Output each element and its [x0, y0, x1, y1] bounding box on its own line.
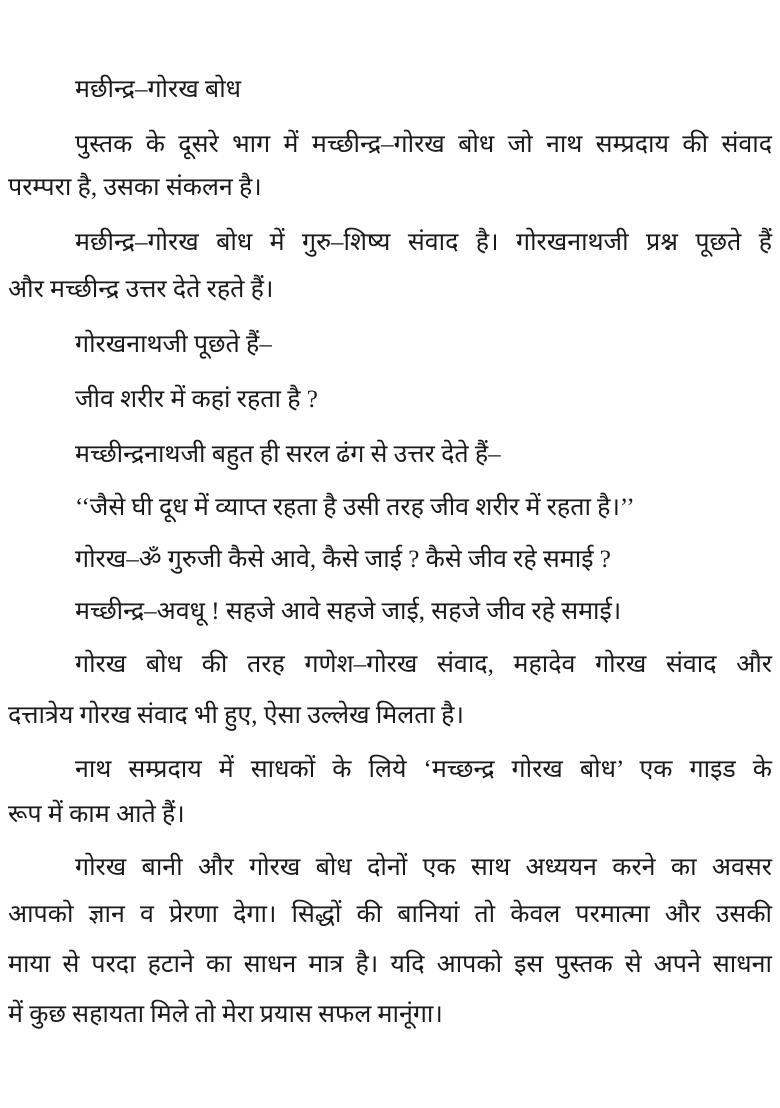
text-line: आपको ज्ञान व प्रेरणा देगा। सिद्धों की बानियां तो केवल परमात्मा और उसकी — [8, 901, 772, 928]
text-line: रूप में काम आते हैं। — [8, 801, 185, 828]
text-line: और मच्छीन्द्र उत्तर देते रहते हैं। — [8, 276, 274, 303]
text-line: जीव शरीर में कहां रहता है ? — [75, 386, 318, 413]
section-heading: मछीन्द्र–गोरख बोध — [75, 76, 242, 103]
text-line: पुस्तक के दूसरे भाग में मच्छीन्द्र–गोरख बोध जो नाथ सम्प्रदाय की संवाद — [75, 131, 772, 158]
dialogue-line: मच्छीन्द्र–अवधू ! सहजे आवे सहजे जाई, सहजे जीव रहे समाई। — [75, 598, 622, 625]
text-line: गोरखनाथजी पूछते हैं– — [75, 331, 272, 358]
text-line: गोरख बानी और गोरख बोध दोनों एक साथ अध्ययन करने का अवसर — [75, 854, 772, 881]
text-line: नाथ सम्प्रदाय में साधकों के लिये ‘मच्छन्द्र गोरख बोध’ एक गाइड के — [75, 756, 772, 783]
text-line: गोरख बोध की तरह गणेश–गोरख संवाद, महादेव गोरख संवाद और — [75, 651, 772, 678]
text-line: मच्छीन्द्रनाथजी बहुत ही सरल ढंग से उत्तर देते हैं– — [75, 441, 501, 468]
quote-line: ‘‘जैसे घी दूध में व्याप्त रहता है उसी तरह जीव शरीर में रहता है।’’ — [75, 494, 635, 521]
text-line: में कुछ सहायता मिले तो मेरा प्रयास सफल मानूंगा। — [8, 1001, 443, 1028]
text-line: दत्तात्रेय गोरख संवाद भी हुए, ऐसा उल्लेख मिलता है। — [8, 702, 464, 729]
text-line: परम्परा है, उसका संकलन है। — [8, 174, 262, 201]
text-line: माया से परदा हटाने का साधन मात्र है। यदि आपको इस पुस्तक से अपने साधना — [8, 951, 772, 978]
dialogue-line: गोरख–ॐ गुरुजी कैसे आवे, कैसे जाई ? कैसे जीव रहे समाई ? — [75, 546, 611, 573]
text-line: मछीन्द्र–गोरख बोध में गुरु–शिष्य संवाद है। गोरखनाथजी प्रश्न पूछते हैं — [75, 229, 772, 256]
